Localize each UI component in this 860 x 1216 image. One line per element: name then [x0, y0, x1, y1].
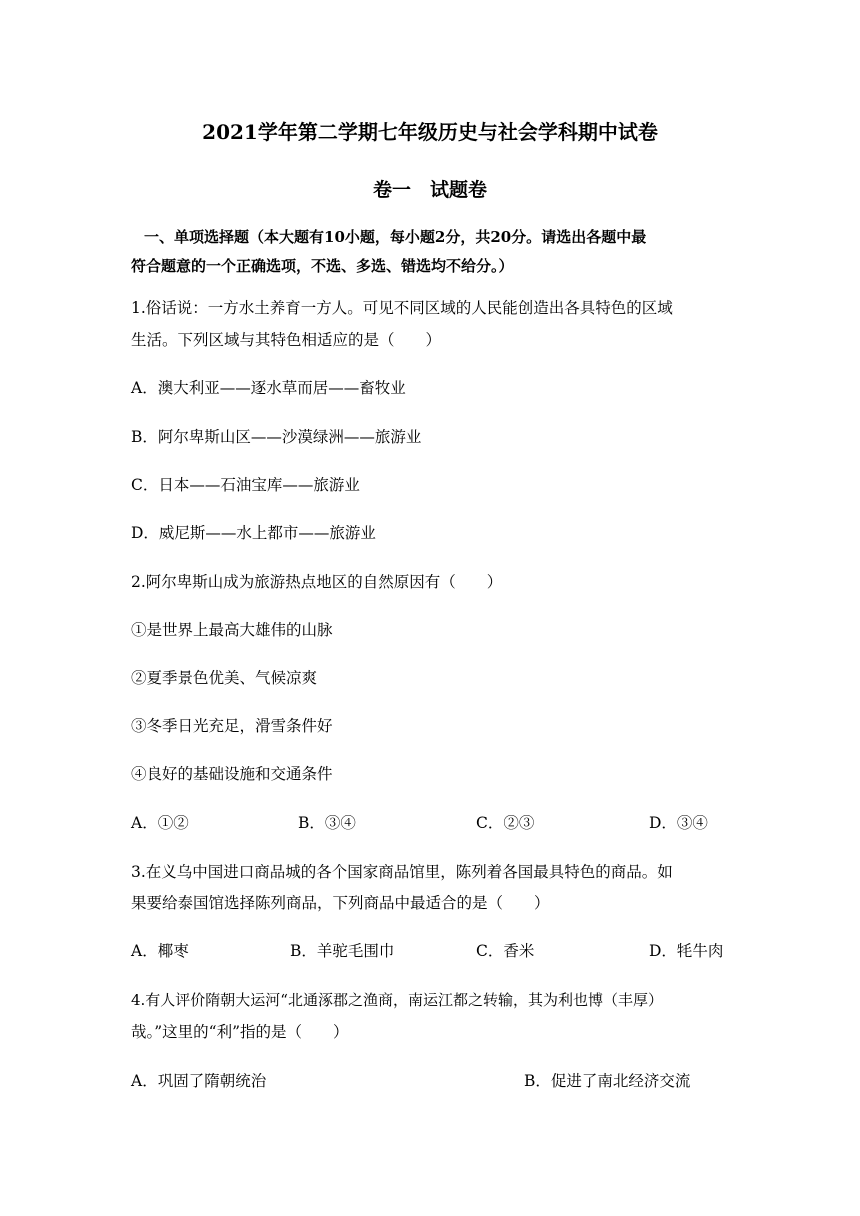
q1-stem-line2: 生活。下列区域与其特色相适应的是（ ）	[131, 331, 442, 349]
exam-subtitle: 卷一 试题卷	[372, 179, 487, 201]
q1-option-c: C．日本——石油宝库——旅游业	[131, 476, 360, 494]
q4-stem-line2: 哉。”这里的“利”指的是（ ）	[131, 1023, 349, 1041]
q3-option-c: C．香米	[476, 942, 535, 960]
section-heading-line1: 一、单项选择题（本大题有10小题，每小题2分，共20分。请选出各题中最	[144, 228, 647, 246]
q2-statement-3: ③冬季日光充足，滑雪条件好	[131, 717, 333, 735]
q2-statement-2: ②夏季景色优美、气候凉爽	[131, 669, 318, 687]
q2-stem: 2.阿尔卑斯山成为旅游热点地区的自然原因有（ ）	[131, 573, 503, 591]
q2-statement-4: ④良好的基础设施和交通条件	[131, 765, 333, 783]
q1-option-b: B．阿尔卑斯山区——沙漠绿洲——旅游业	[131, 428, 422, 446]
q2-option-a: A．①②	[131, 814, 189, 832]
q2-option-c: C．②③	[476, 814, 535, 832]
q1-option-a: A．澳大利亚——逐水草而居——畜牧业	[131, 379, 406, 397]
q3-stem-line2: 果要给泰国馆选择陈列商品，下列商品中最适合的是（ ）	[131, 894, 550, 912]
q1-stem-line1: 1.俗话说：一方水土养育一方人。可见不同区域的人民能创造出各具特色的区域	[131, 299, 673, 317]
q4-option-a: A．巩固了隋朝统治	[131, 1072, 267, 1090]
q1-option-d: D．威尼斯——水上都市——旅游业	[131, 524, 376, 542]
q3-option-b: B．羊驼毛围巾	[290, 942, 395, 960]
section-heading-line2: 符合题意的一个正确选项，不选、多选、错选均不给分。）	[131, 257, 514, 275]
q3-stem-line1: 3.在义乌中国进口商品城的各个国家商品馆里，陈列着各国最具特色的商品。如	[131, 863, 673, 881]
q4-option-b: B．促进了南北经济交流	[524, 1072, 691, 1090]
q2-option-d: D．③④	[649, 814, 708, 832]
q2-statement-1: ①是世界上最高大雄伟的山脉	[131, 621, 333, 639]
q4-stem-line1: 4.有人评价隋朝大运河“北通涿郡之渔商，南运江都之转输，其为利也博（丰厚）	[131, 991, 663, 1009]
q3-option-d: D．牦牛肉	[649, 942, 724, 960]
q3-option-a: A．椰枣	[131, 942, 189, 960]
exam-title: 2021学年第二学期七年级历史与社会学科期中试卷	[202, 120, 658, 144]
q2-option-b: B．③④	[298, 814, 356, 832]
